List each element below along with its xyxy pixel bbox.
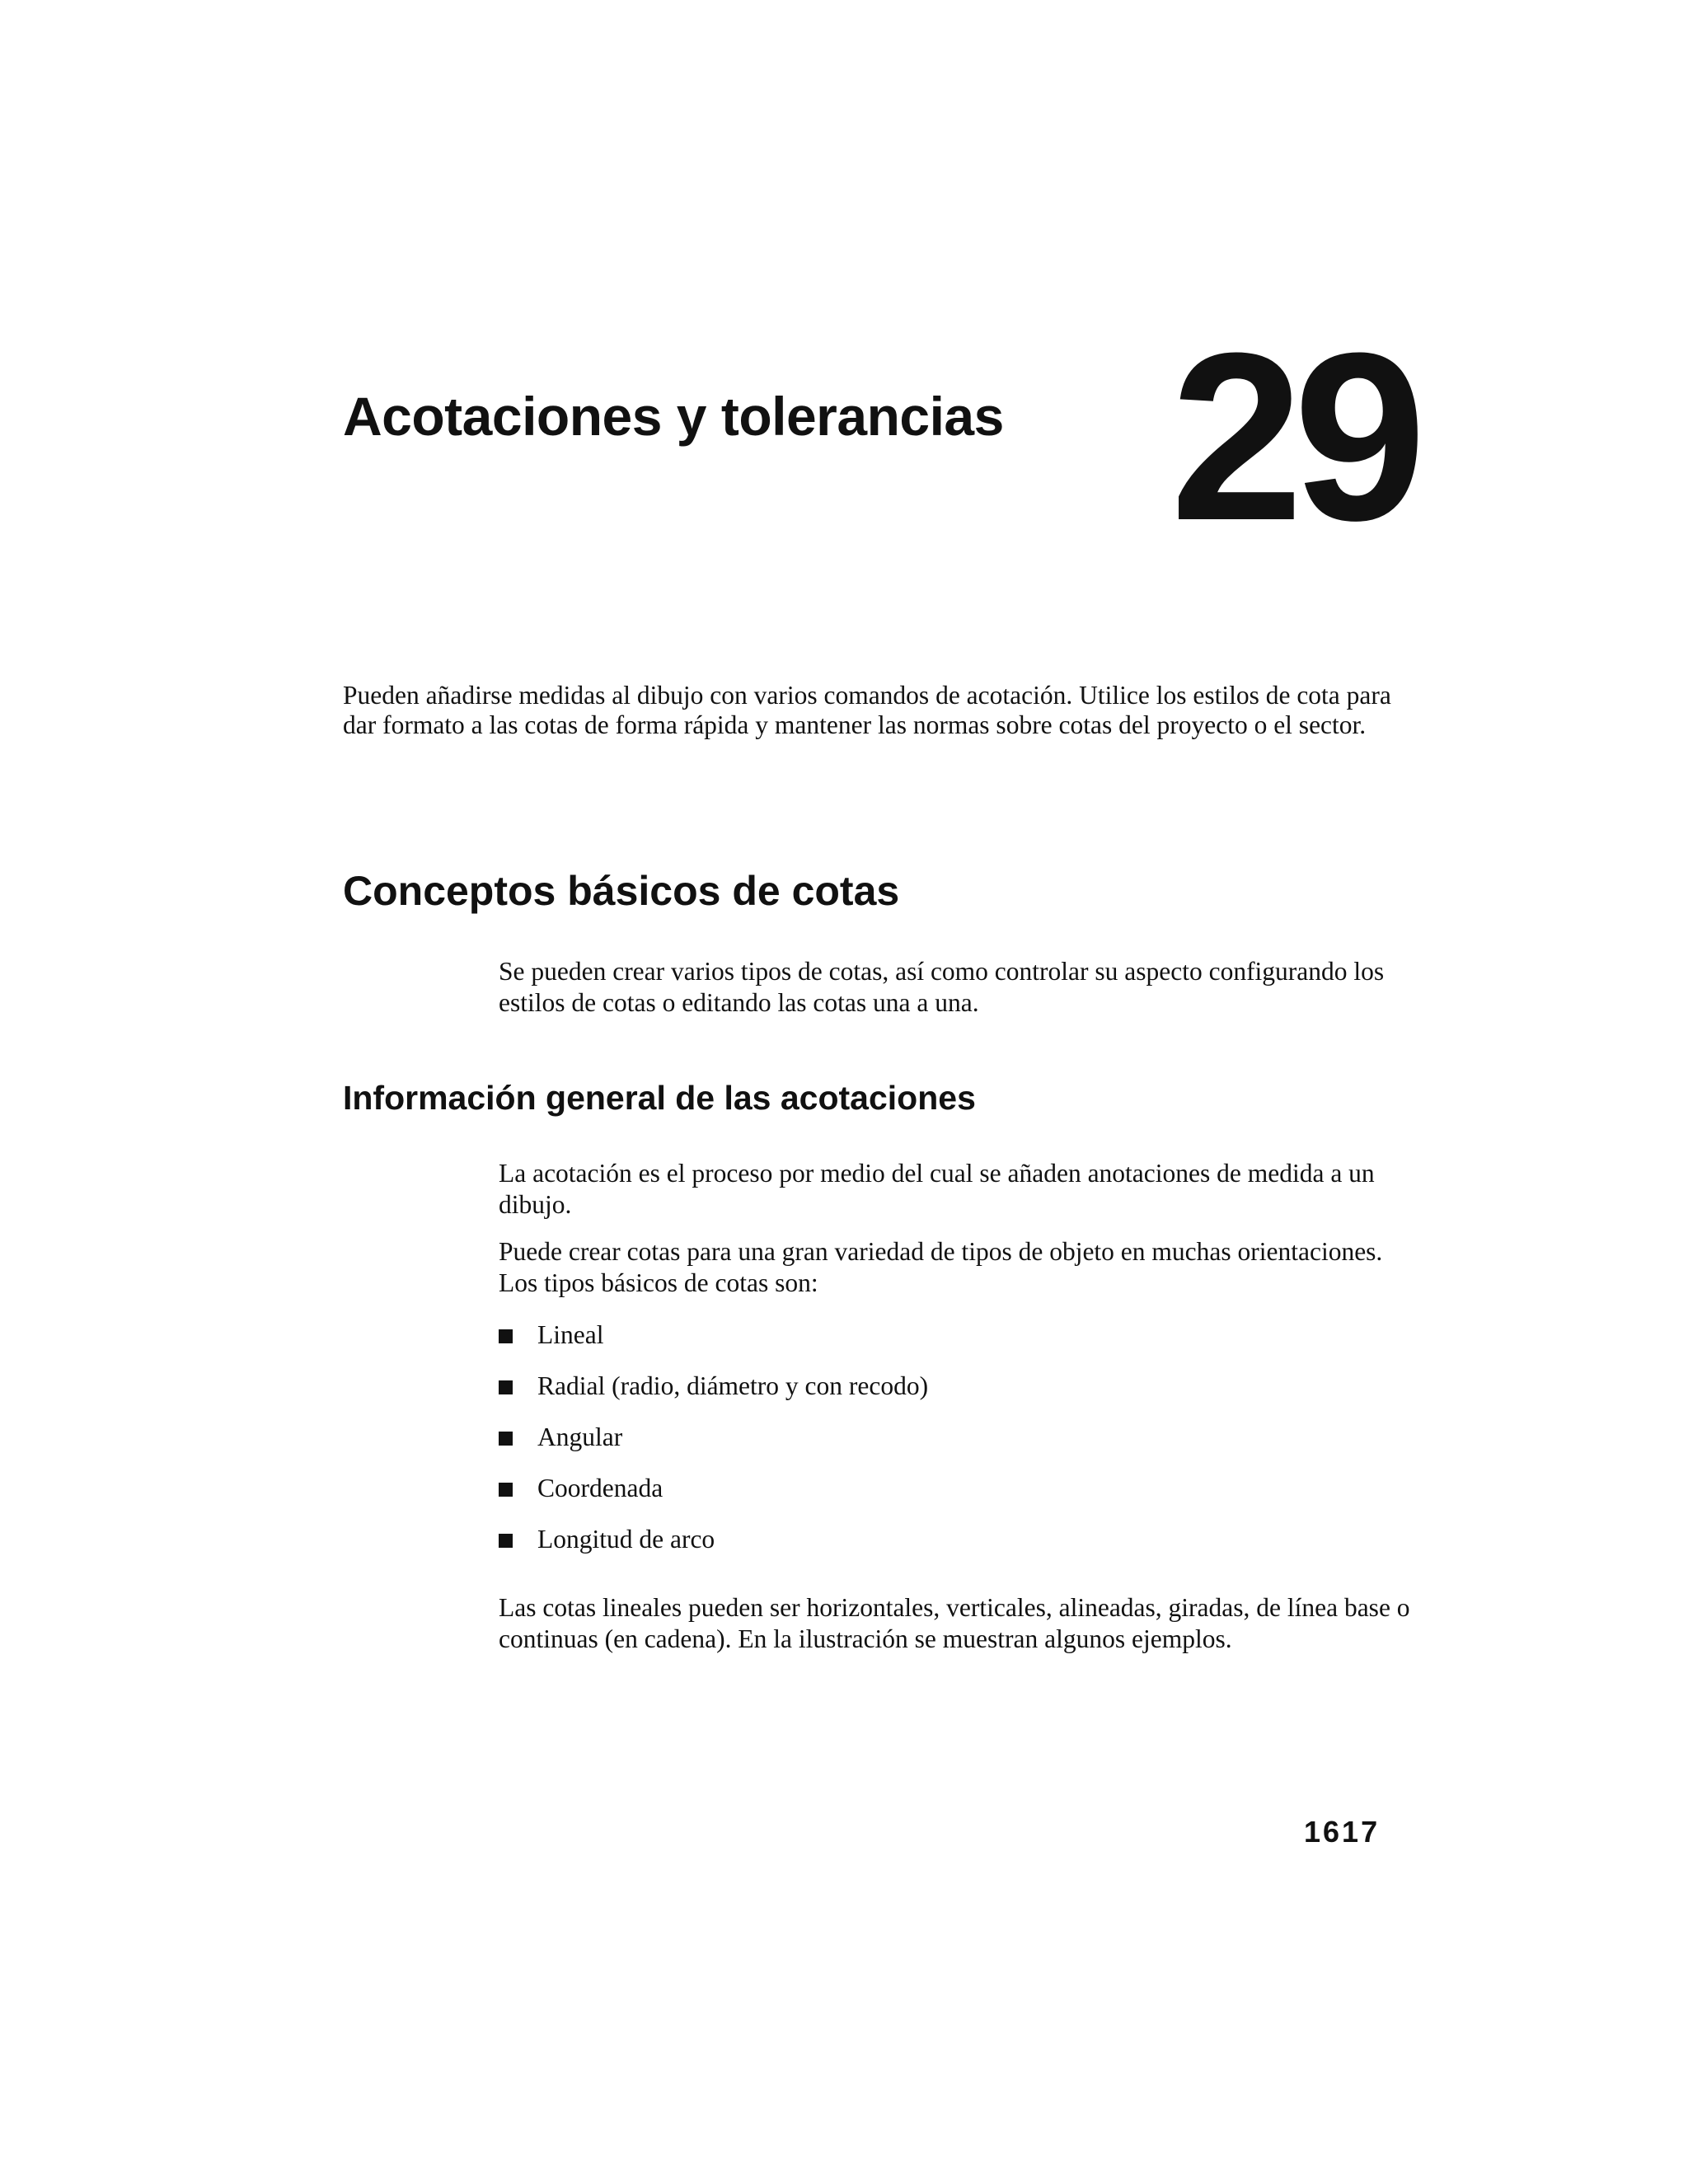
page-number: 1617 [1304,1815,1381,1849]
list-item [499,1370,928,1403]
chapter-number: 29 [1170,303,1417,570]
list-item-label: Coordenada [537,1474,663,1502]
list-item-label: Radial (radio, diámetro y con recodo) [537,1371,929,1400]
section-heading-basics: Conceptos básicos de cotas [343,868,900,914]
list-item-label: Angular [537,1422,623,1451]
list-item [499,1472,928,1505]
list-item-label: Lineal [537,1320,604,1349]
square-bullet-icon [499,1483,513,1497]
section-heading-overview: Información general de las acotaciones [343,1079,976,1117]
dimension-types-list [499,1319,928,1574]
overview-paragraph-3: Las cotas lineales pueden ser horizontales, verticales, alineadas, giradas, de línea base o continuas (en cadena). En la ilustración se muestran algunos ejemplos. [499,1593,1410,1653]
chapter-title: Acotaciones y tolerancias [343,386,1004,447]
list-item [499,1421,928,1454]
square-bullet-icon [499,1432,513,1446]
list-item [499,1319,928,1352]
intro-paragraph: Pueden añadirse medidas al dibujo con varios comandos de acotación. Utilice los estilos de cota para dar formato a las cotas de forma rápida y mantener las normas sobre cotas del proyecto o el sector. [343,681,1391,739]
list-item-label: Longitud de arco [537,1525,715,1554]
square-bullet-icon [499,1380,513,1394]
square-bullet-icon [499,1534,513,1548]
overview-paragraph-1: La acotación es el proceso por medio del cual se añaden anotaciones de medida a un dibujo. [499,1159,1375,1219]
square-bullet-icon [499,1329,513,1343]
basics-paragraph: Se pueden crear varios tipos de cotas, así como controlar su aspecto configurando los estilos de cotas o editando las cotas una a una. [499,957,1385,1017]
overview-paragraph-2: Puede crear cotas para una gran variedad de tipos de objeto en muchas orientaciones. Los tipos básicos de cotas son: [499,1237,1383,1297]
list-item [499,1523,928,1556]
